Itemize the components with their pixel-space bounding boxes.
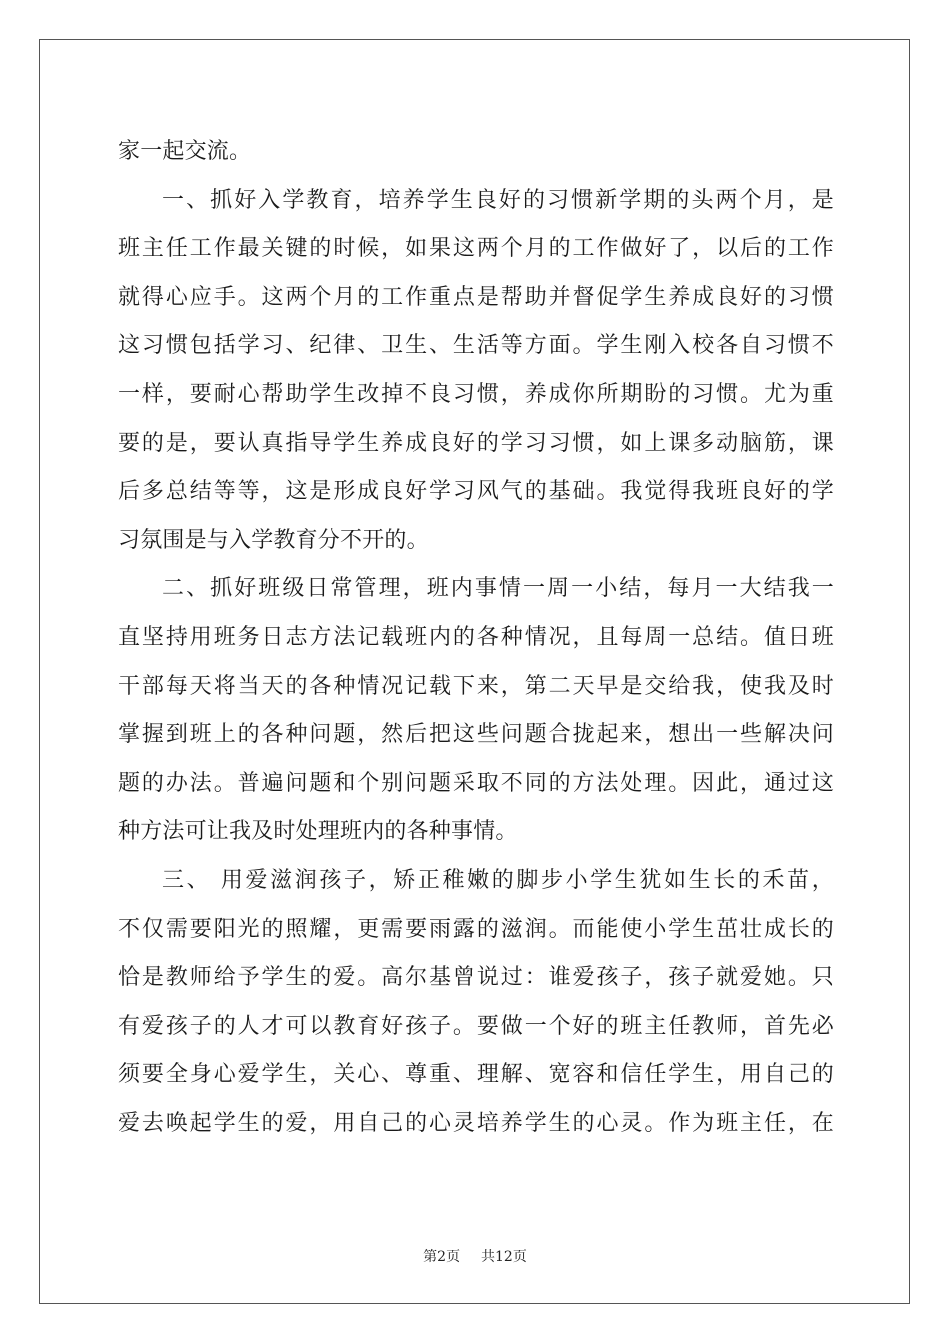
page-total: 共12页 [481,1249,527,1265]
text-line: 家一起交流。 [118,139,252,164]
text-line: 须要全身心爱学生，关心、尊重、理解、宽容和信任学生，用自己的 [118,1062,834,1088]
paragraph-3-line: 三、 用爱滋润孩子，矫正稚嫩的脚步小学生犹如生长的禾苗， [162,867,834,893]
text-line: 有爱孩子的人才可以教育好孩子。要做一个好的班主任教师，首先必 [118,1013,834,1039]
paragraph-2-line: 二、抓好班级日常管理，班内事情一周一小结，每月一大结我一 [162,576,834,602]
text-line: 恰是教师给予学生的爱。高尔基曾说过：谁爱孩子，孩子就爱她。只 [118,965,834,991]
text-line: 要的是，要认真指导学生养成良好的学习习惯，如上课多动脑筋，课 [118,430,834,456]
page-footer [0,1246,950,1266]
page-number: 第2页 [423,1249,461,1265]
text-line: 题的办法。普遍问题和个别问题采取不同的方法处理。因此，通过这 [118,770,834,796]
text-line: 后多总结等等，这是形成良好学习风气的基础。我觉得我班良好的学 [118,479,834,505]
text-line: 掌握到班上的各种问题，然后把这些问题合拢起来，想出一些解决问 [118,722,834,748]
paragraph-1-line: 一、抓好入学教育，培养学生良好的习惯新学期的头两个月，是 [162,187,834,213]
text-line: 爱去唤起学生的爱，用自己的心灵培养学生的心灵。作为班主任，在 [118,1110,834,1136]
text-line: 习氛围是与入学教育分不开的。 [118,527,429,553]
text-line: 直坚持用班务日志方法记载班内的各种情况，且每周一总结。值日班 [118,624,834,650]
text-line: 种方法可让我及时处理班内的各种事情。 [118,819,518,845]
text-line: 这习惯包括学习、纪律、卫生、生活等方面。学生刚入校各自习惯不 [118,333,834,359]
text-line: 干部每天将当天的各种情况记载下来，第二天早是交给我，使我及时 [118,673,834,699]
text-line: 就得心应手。这两个月的工作重点是帮助并督促学生养成良好的习惯 [118,284,834,310]
document-body [118,128,834,1148]
text-line: 不仅需要阳光的照耀，更需要雨露的滋润。而能使小学生茁壮成长的 [118,916,834,942]
text-line: 班主任工作最关键的时候，如果这两个月的工作做好了，以后的工作 [118,236,834,262]
text-line: 一样，要耐心帮助学生改掉不良习惯，养成你所期盼的习惯。尤为重 [118,381,834,407]
